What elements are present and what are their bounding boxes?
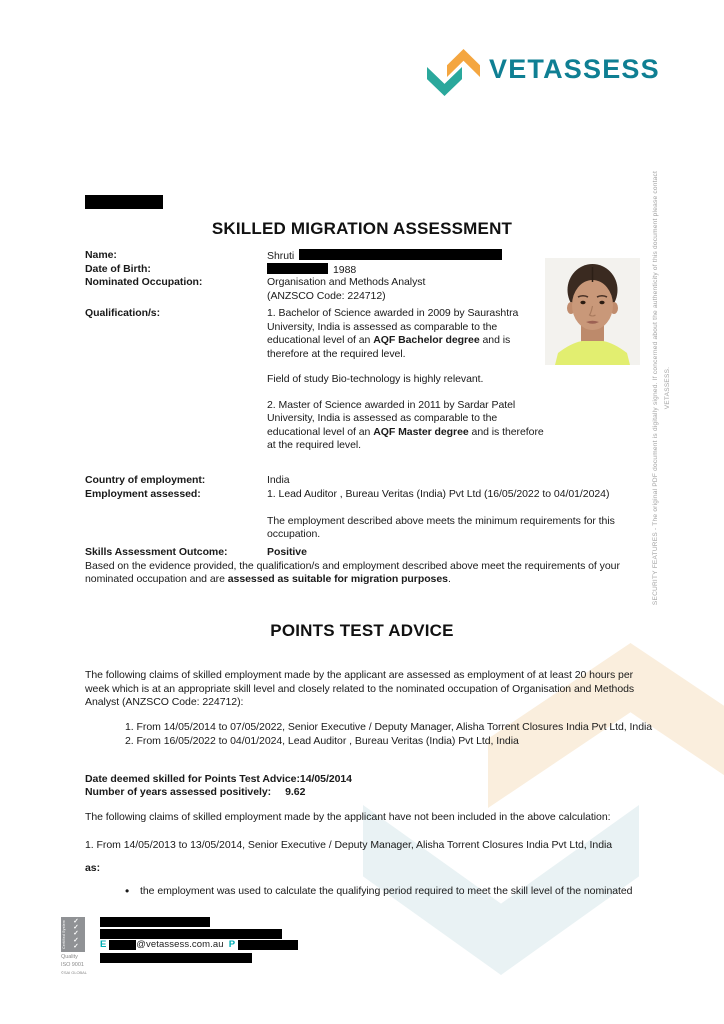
- conclusion-paragraph: [85, 560, 657, 587]
- certification-checkmarks-icon: ✓ ✓ ✓ ✓ ✓: [73, 917, 79, 950]
- conclusion-text: Based on the evidence provided, the qualification/s and employment described above meet the requirements of your nominated occupation and are: [85, 559, 620, 585]
- redaction-bar: [267, 263, 328, 274]
- claim-item: 1. From 14/05/2014 to 07/05/2022, Senior Executive / Deputy Manager, Alisha Torrent Closures India Pvt Ltd, India: [125, 721, 653, 733]
- certification-badge-side-label: Certified System: [62, 920, 66, 949]
- occupation-code: (ANZSCO Code: 224712): [267, 289, 386, 302]
- field-value: [267, 307, 547, 453]
- claims-list: [125, 721, 670, 748]
- email-domain: @vetassess.com.au: [136, 939, 224, 950]
- field-label: Nominated Occupation:: [85, 276, 203, 288]
- claim-item: 2. From 16/05/2022 to 04/01/2024, Lead Auditor , Bureau Veritas (India) Pvt Ltd, India: [125, 734, 519, 747]
- points-test-title: POINTS TEST ADVICE: [270, 621, 454, 640]
- field-row-name: [85, 249, 502, 264]
- not-included-intro: The following claims of skilled employment made by the applicant have not been included in the above calculation:: [85, 811, 611, 823]
- qualification-1-tail: and is therefore at the required level.: [267, 334, 511, 360]
- exclusion-bullet-row: [125, 885, 680, 900]
- deemed-skilled-value: 14/05/2014: [299, 772, 352, 785]
- field-label: Skills Assessment Outcome:: [85, 546, 228, 558]
- qualification-2: [267, 399, 547, 453]
- conclusion-tail: .: [447, 573, 451, 585]
- outcome-value: Positive: [267, 546, 307, 558]
- dob-year: 1988: [333, 263, 357, 276]
- field-row-employment: [85, 488, 685, 502]
- field-label: Qualification/s:: [85, 307, 161, 319]
- field-label: Employment assessed:: [85, 487, 201, 500]
- conclusion-bold: assessed as suitable for migration purposes: [227, 573, 448, 585]
- redaction-bar: [100, 953, 252, 963]
- as-label: as:: [85, 862, 101, 874]
- field-row-outcome: [85, 546, 307, 560]
- redaction-bar: [238, 940, 298, 950]
- field-label: Name:: [85, 249, 117, 261]
- badge-certifier-label: ©SAI GLOBAL: [61, 970, 87, 975]
- exclusion-bullet-text: the employment was used to calculate the qualifying period required to meet the skill level of the nominated: [140, 884, 633, 897]
- redaction-bar: [299, 249, 502, 260]
- qualification-1-bold: AQF Bachelor degree: [373, 334, 480, 346]
- years-assessed-value: 9.62: [285, 786, 306, 798]
- phone-tag: P: [228, 939, 235, 950]
- email-tag: E: [100, 939, 107, 950]
- qualification-1: [267, 307, 547, 361]
- redaction-bar: [85, 195, 163, 209]
- logo-chevron-down-icon: [427, 67, 462, 96]
- deemed-skilled-line: [85, 773, 352, 787]
- field-label: Country of employment:: [85, 474, 206, 486]
- vetassess-wordmark: VETASSESS: [489, 54, 660, 84]
- years-assessed-line: [85, 786, 305, 800]
- redaction-bar: [109, 940, 136, 950]
- logo-chevron-up-icon: [447, 49, 480, 77]
- not-included-claim: 1. From 14/05/2013 to 13/05/2014, Senior Executive / Deputy Manager, Alisha Torrent Closures India Pvt Ltd, India: [85, 838, 613, 851]
- badge-iso-label: ISO 9001: [61, 961, 84, 968]
- field-value: [267, 263, 356, 278]
- redaction-bar: [100, 929, 282, 939]
- qualification-1-text: 1. Bachelor of Science awarded in 2009 by Saurashtra University, India is assessed as comparable to the educational level of an: [267, 307, 519, 346]
- badge-quality-label: Quality: [61, 954, 78, 960]
- field-label: Date of Birth:: [85, 262, 151, 275]
- field-of-study-note: Field of study Bio-technology is highly relevant.: [267, 373, 484, 385]
- points-intro-paragraph: The following claims of skilled employment made by the applicant are assessed as employment of at least 20 hours per week which is at an appropriate skill level and closely related to the nominated occupation of Organisation and Methods Analyst (ANZSCO Code: 224712):: [85, 669, 635, 708]
- employment-note: The employment described above meets the minimum requirements for this occupation.: [267, 514, 615, 540]
- qualification-2-bold: AQF Master degree: [373, 425, 469, 438]
- field-row-qualifications: [85, 307, 640, 453]
- bullet-icon: [125, 885, 140, 900]
- qualification-2-tail: and is therefore at the required level.: [267, 425, 544, 451]
- page-title: SKILLED MIGRATION ASSESSMENT: [211, 219, 513, 238]
- security-features-note: SECURITY FEATURES - The original PDF document is digitally signed. If concerned about the authenticity of this document please contact VETASSESS.: [652, 170, 671, 606]
- country-value: India: [267, 474, 290, 486]
- field-value: [267, 249, 502, 264]
- certification-badge: [61, 917, 85, 952]
- qualification-2-text: 2. Master of Science awarded in 2011 by Sardar Patel University, India is assessed as comparable to the educational level of an: [267, 398, 516, 438]
- contact-line: [100, 939, 298, 951]
- field-row-dob: [85, 263, 356, 278]
- name-value: Shruti: [267, 250, 295, 262]
- occupation-value: Organisation and Methods Analyst: [267, 276, 426, 288]
- years-assessed-label: Number of years assessed positively:: [85, 786, 272, 798]
- deemed-skilled-label: Date deemed skilled for Points Test Advice:: [85, 772, 300, 785]
- email-segment: [109, 939, 223, 951]
- redaction-bar: [100, 917, 210, 927]
- field-row-occupation: [85, 276, 425, 303]
- field-value: [267, 276, 425, 303]
- field-row-country: [85, 474, 290, 488]
- employment-value: 1. Lead Auditor , Bureau Veritas (India) Pvt Ltd (16/05/2022 to 04/01/2024): [267, 487, 610, 500]
